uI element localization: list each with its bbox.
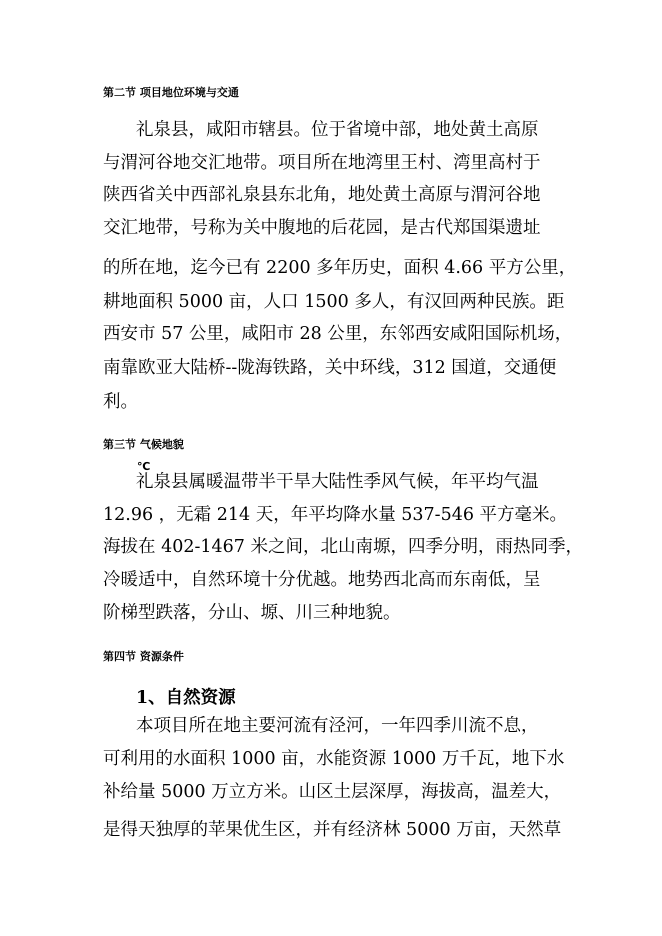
- section-3-line-4: 冷暖适中，自然环境十分优越。地势西北高而东南低，呈: [103, 570, 541, 590]
- section-3-line-5: 阶梯型跌落，分山、塬、川三种地貌。: [103, 603, 401, 623]
- section-3-line-3: 海拔在 402-1467 米之间，北山南塬，四季分明，雨热同季，: [103, 537, 583, 557]
- section-3-line-1: 礼泉县属暖温带半干旱大陆性季风气候，年平均气温: [136, 472, 539, 492]
- section-2-line-3: 陕西省关中西部礼泉县东北角，地处黄土高原与渭河谷地: [103, 185, 541, 205]
- section-2-line-1: 礼泉县，咸阳市辖县。位于省境中部，地处黄土高原: [136, 120, 539, 140]
- section-4-subheading: 1、自然资源: [136, 688, 236, 708]
- section-2-line-4: 交汇地带，号称为关中腹地的后花园，是古代郑国渠遗址: [103, 218, 541, 238]
- section-3-heading: 第三节 气候地貌: [103, 438, 184, 451]
- section-4-line-1: 本项目所在地主要河流有泾河，一年四季川流不息，: [136, 716, 539, 736]
- section-3-line-2: 12.96 ，无霜 214 天，年平均降水量 537-546 平方毫米。: [103, 505, 568, 525]
- section-2-line-8: 南靠欧亚大陆桥--陇海铁路，关中环线，312 国道，交通便: [103, 358, 557, 378]
- section-4-line-4: 是得天独厚的苹果优生区，并有经济林 5000 万亩，天然草: [103, 820, 562, 840]
- section-4-line-3: 补给量 5000 万立方米。山区土层深厚，海拔高，温差大，: [103, 782, 562, 802]
- section-4-line-2: 可利用的水面积 1000 亩，水能资源 1000 万千瓦，地下水: [103, 749, 565, 769]
- section-2-line-9: 利。: [103, 392, 138, 412]
- section-2-line-6: 耕地面积 5000 亩，人口 1500 多人，有汉回两种民族。距: [103, 292, 565, 312]
- section-2-line-2: 与渭河谷地交汇地带。项目所在地湾里王村、湾里高村于: [103, 153, 541, 173]
- section-2-line-7: 西安市 57 公里，咸阳市 28 公里，东邻西安咸阳国际机场，: [103, 324, 573, 344]
- section-2-line-5: 的所在地，迄今已有 2200 多年历史，面积 4.66 平方公里，: [103, 258, 577, 278]
- section-4-heading: 第四节 资源条件: [103, 650, 184, 663]
- section-2-heading: 第二节 项目地位环境与交通: [103, 86, 239, 99]
- degree-celsius-symbol: ℃: [137, 460, 151, 473]
